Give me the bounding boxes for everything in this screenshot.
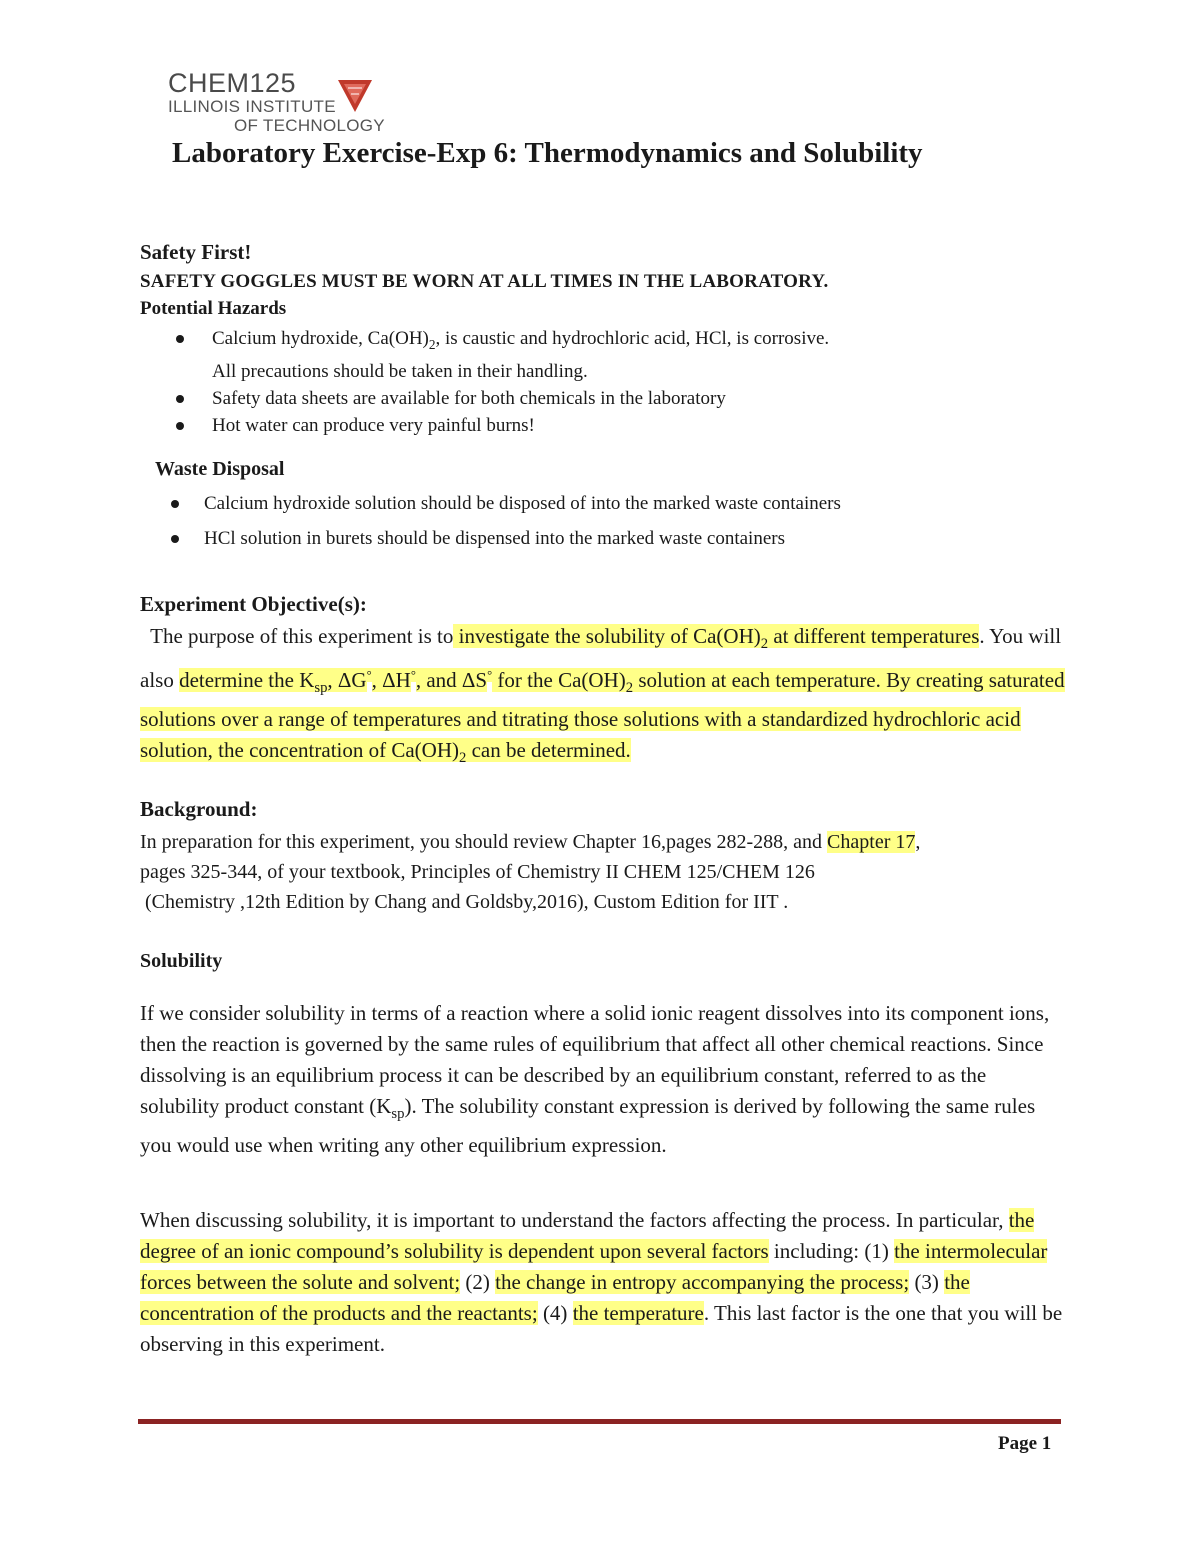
bullet-icon xyxy=(176,395,184,403)
iit-logo xyxy=(168,70,408,136)
objective-heading: Experiment Objective(s): xyxy=(140,592,367,616)
iit-triangle-logo-icon xyxy=(338,78,374,114)
waste-list xyxy=(168,490,841,560)
solubility-heading: Solubility xyxy=(140,950,223,972)
bullet-icon xyxy=(171,500,179,508)
footer-rule xyxy=(138,1419,1061,1424)
logo-institute-line1: ILLINOIS INSTITUTE xyxy=(168,97,336,116)
background-heading: Background: xyxy=(140,797,258,821)
list-item: Hot water can produce very painful burns! xyxy=(172,412,829,439)
bullet-icon xyxy=(176,422,184,430)
list-item: Calcium hydroxide, $Ca(OH)_2$, is caustic and hydrochloric acid, HCl, is corrosive. All precautions should be taken in their handling. xyxy=(172,325,829,385)
solubility-paragraph-1: If we consider solubility in terms of a reaction where a solid ionic reagent dissolves into its component ions, then the reaction is governed by the same rules of equilibrium that affect all other chemical reactions. Since dissolving is an equilibrium process it can be described by an equilibrium constant, referred to as the solubility product constant $(K_{sp})$. The solubility constant expression is derived by following the same rules you would use when writing any other equilibrium expression. xyxy=(140,1001,1050,1158)
logo-institute-line2: OF TECHNOLOGY xyxy=(234,116,385,135)
safety-heading: Safety First! xyxy=(140,240,252,264)
goggles-warning: SAFETY GOGGLES MUST BE WORN AT ALL TIMES IN THE LABORATORY. xyxy=(140,271,829,292)
objective-paragraph: The purpose of this experiment is to investigate the solubility of $Ca(OH)_2$ at different temperatures. You will also determine the $K_{sp}$, ΔG°, ΔH°, and ΔS° for the $Ca(OH)_2$ solution at each temperature. By creating saturated solutions over a range of temperatures and titrating those solutions with a standardized hydrochloric acid solution, the concentration of $Ca(OH)_2$ can be determined. xyxy=(140,624,1065,767)
page-number: Page 1 xyxy=(998,1433,1052,1454)
solubility-paragraph-2: When discussing solubility, it is important to understand the factors affecting the process. In particular, the degree of an ionic compound’s solubility is dependent upon several factors including: (1) the intermolecular forces between the solute and solvent; (2) the change in entropy accompanying the process; (3) the concentration of the products and the reactants; (4) the temperature. This last factor is the one that you will be observing in this experiment. xyxy=(140,1208,1063,1356)
bullet-icon xyxy=(171,535,179,543)
hazards-heading: Potential Hazards xyxy=(140,298,287,319)
list-item: HCl solution in burets should be dispensed into the marked waste containers xyxy=(168,525,841,552)
hazards-list xyxy=(172,325,829,439)
list-item: Safety data sheets are available for both chemicals in the laboratory xyxy=(172,385,829,412)
list-item: Calcium hydroxide solution should be disposed of into the marked waste containers xyxy=(168,490,841,517)
document-title: Laboratory Exercise-Exp 6: Thermodynamics and Solubility xyxy=(172,137,923,169)
logo-course-code: CHEM125 xyxy=(168,68,297,98)
bullet-icon xyxy=(176,335,184,343)
background-paragraph: In preparation for this experiment, you should review Chapter 16,pages 282-288, and Chapter 17, pages 325-344, of your textbook, Principles of Chemistry II CHEM 125/CHEM 126 (Chemistry ,12th Edition by Chang and Goldsby,2016), Custom Edition for IIT . xyxy=(140,831,921,913)
waste-heading: Waste Disposal xyxy=(155,458,285,480)
